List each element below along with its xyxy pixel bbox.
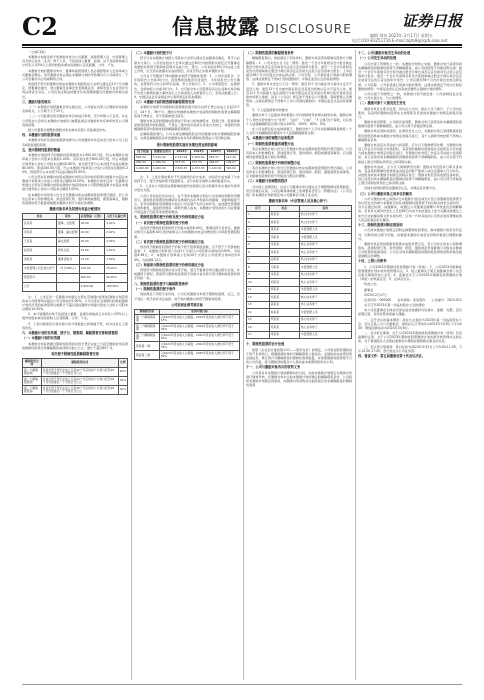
table-row	[247, 301, 352, 309]
table-cell: 以2022年营业收入为基数，2024年营业收入增长率不低于32%	[159, 324, 239, 333]
table-cell: 533.33	[190, 160, 207, 166]
table-cell: 30%	[118, 386, 127, 395]
table-cell: 800.00	[135, 155, 152, 161]
table-cell: 中层管理人员	[299, 234, 351, 242]
table-row	[135, 351, 240, 360]
paragraph: 证券代码：000000 证券简称：某某股份 公告编号：2023-012	[364, 297, 462, 302]
table-row	[247, 331, 352, 339]
table-cell: 杨某某	[269, 219, 299, 227]
article-column-1	[22, 50, 128, 680]
table-cell: 2,453.33	[190, 166, 207, 172]
table-cell: 266.67	[207, 160, 224, 166]
paragraph: 本公司及董事会全体成员保证信息披露的内容真实、准确、完整，没有虚假记载、误导性陈述或重大遗漏。	[358, 308, 462, 317]
table-cell: 合计	[23, 282, 57, 291]
paragraph: 二、会议审议事项：关于公司2023年限制性股票激励计划（草案）及其摘要的议案；关于公司2023年限制性股票激励计划实施考核管理办法的议案；关于提请股东大会授权董事会办理股权激励相关事宜的议案。	[358, 331, 462, 344]
section-heading: 十二、公司/激励对象发生异动的处理	[358, 51, 411, 55]
paragraph: 预留授予部分的激励对象由本激励计划经股东大会审议通过后12个月内确定，经董事会提出、独立董事及监事会发表明确意见、律师发表专业意见并出具法律意见书后，公司在指定网站按要求及时准确披露当次激励对象相关信息。	[22, 82, 128, 99]
paragraph-group	[22, 295, 128, 350]
table-cell: 孙某某	[269, 256, 299, 264]
table-cell: 6,400.00	[152, 166, 174, 172]
paragraph: 特此公告。	[364, 282, 380, 287]
paragraph: 首次授予限制性股票授予价格不低于股票票面金额，且不低于下列价格较高者：1、本激励计划草案公告前1个交易日公司股票交易均价的50%，为每股6.38元；2、本激励计划草案公告前20个交易日公司股票交易均价的50%，为每股6.12元。	[134, 245, 240, 262]
table-cell: 核心技术骨干	[299, 219, 351, 227]
section-heading: （一）首次授予限制性股票的授予价格	[134, 220, 189, 225]
table-cell: 373.33	[173, 160, 190, 166]
paragraph: 3、上表中数值若出现总数与各分项数值之和尾数不符，均为四舍五入原因所致。	[22, 321, 128, 330]
table-cell: 15	[247, 316, 270, 324]
table-cell: 核心技术骨干	[299, 316, 351, 324]
table-cell: 中层管理人员及核心骨干	[23, 264, 57, 273]
paragraph: 按照《企业会计准则第11号——股份支付》的规定，公司将在限售期的每个资产负债表日，根据最新取得的可解除限售人数变动、业绩指标完成情况等后续信息，修正预计可解除限售的限制性股票数量，并按照限制性股票授予日的公允价值，将当期取得的服务计入相关成本或费用和资本公积。	[246, 347, 352, 365]
section-heading: （二）限制性股票授予价格的调整方法	[246, 160, 301, 165]
section-heading: 五、授出限制性股票的数量	[22, 147, 61, 152]
article-column-2	[134, 50, 240, 680]
table-cell: 30%	[118, 377, 127, 386]
paragraph: （上接C1版）	[28, 50, 48, 54]
table-row	[247, 309, 352, 317]
table-cell: 5,120.00	[152, 155, 174, 161]
paragraph: 若在本激励计划公告当日至激励对象完成限制性股票股份登记期间，公司有资本公积转增股本、派送股票红利、股份拆细、配股、缩股或派息等事项，应对限制性股票的授予价格进行相应的调整。	[246, 165, 352, 179]
section-heading: （二）首次授予限制性股票的授予价格的确定方法	[134, 239, 205, 244]
paragraph: 本激励计划的激励对象中，董事和高级管理人员必须经股东大会选举或公司董事会聘任。所有激励对象必须在本激励计划的考核期内与公司或其分、子公司签署劳动合同或聘用合同。	[22, 68, 128, 81]
table-cell: 1,000.00	[135, 166, 152, 172]
allocation-table	[22, 213, 128, 292]
section-heading: 七、限制性股票的授予价格及授予价格的确定方法	[134, 215, 205, 220]
unlock-schedule-table	[22, 358, 128, 395]
table-header-cell: 2024年	[190, 149, 207, 155]
paragraph-group	[134, 175, 240, 301]
table-row	[23, 228, 128, 237]
table-cell: 1,280.00	[152, 160, 174, 166]
table-header-cell: 解除限售安排	[23, 359, 42, 368]
paragraph: （一）本激励计划经董事会审议通过后，公司将在内部公示激励对象的姓名和职务，公示期不少于10天。	[22, 105, 128, 114]
section-heading: 九、本激励计划的调整方法和程序	[246, 136, 294, 141]
table-cell: 预留第二期	[135, 351, 160, 360]
paragraph: 关于召开2023年第一次临时股东大会的通知	[364, 303, 425, 308]
table-cell: 以2022年营业收入为基数，2025年营业收入增长率不低于52%	[159, 351, 239, 360]
table-cell: 董事、副总经理	[56, 228, 79, 237]
section-heading: （二）限制性股票的解除限售条件	[246, 51, 294, 55]
table-cell: 第三个解除限售期	[135, 333, 160, 342]
table-row	[23, 273, 128, 282]
paragraph: 激励对象获授的限制性股票由于资本公积转增股本、股票红利、股票拆细而取得的股份同时限售，不得在二级市场出售或以其他方式转让，该等股份的解除限售期与限制性股票解除限售期相同。	[134, 118, 240, 132]
table-row	[247, 241, 352, 249]
paragraph: 首次授予限制性股票的授予价格为每股6.40元，即满足授予条件后，激励对象可以每股6.40元的价格购买公司向激励对象定向增发的公司A股普通股股票。	[134, 226, 240, 239]
table-cell: 核心业务骨干	[299, 324, 351, 332]
section-heading: 六、本激励计划的有效期、授予日、限售期、解除限售安排和禁售期	[22, 330, 118, 335]
table-caption: 预计限制性股票实施对各期经营业绩的影响	[156, 142, 218, 147]
paragraph: 激励对象个人层面的考核根据公司内部绩效考核相关制度实施。激励对象个人考核评价结果分为“优秀”、“良好”、“合格”、“不合格”四个等级，对应的个人层面解除限售比例分别为100%、100%、80%、0%。	[246, 113, 352, 126]
table-row	[23, 386, 128, 395]
table-cell: 马某某	[269, 264, 299, 272]
paragraph-group	[246, 342, 352, 387]
table-row	[247, 324, 352, 332]
paragraph: 本激励计划有效期自限制性股票首次授予登记完成之日起至激励对象获授的限制性股票全部解除限售或回购注销之日止，最长不超过60个月。	[22, 341, 128, 350]
article-column-3	[246, 50, 352, 680]
table-cell: 6	[247, 249, 270, 257]
paragraph: （二）公司监事会将对激励对象名单进行审核，充分听取公示意见，并在公司股东大会审议本激励计划前5日披露监事会对激励对象名单审核及公示情况的说明。	[22, 114, 128, 127]
section-title: 信息披露	[172, 14, 260, 39]
table-cell: 9	[247, 271, 270, 279]
table-cell: 中层管理人员	[299, 264, 351, 272]
table-cell: 11	[247, 286, 270, 294]
table-row	[23, 264, 128, 273]
table-header-cell: 解除限售时间	[41, 359, 118, 368]
table-row	[247, 294, 352, 302]
section-heading: （三）本激励计划调整的程序	[246, 179, 288, 184]
table-cell: 2.00%	[105, 237, 128, 246]
table-cell: 罗某某	[269, 316, 299, 324]
table-cell: 预留部分	[23, 273, 57, 282]
table-cell: 12	[247, 294, 270, 302]
table-cell: 以2022年营业收入为基数，2024年营业收入增长率不低于32%	[159, 342, 239, 351]
section-heading: （三）公司与激励对象之间争议的解决	[358, 191, 413, 196]
table-header-cell: 占授予总量比例	[106, 213, 126, 218]
table-cell: 预留第一期	[135, 342, 160, 351]
table-cell: 第二个解除限售期	[135, 324, 160, 333]
paragraph: 激励对象因辞职、公司裁员而离职，激励对象已获授但尚未解除限售的限制性股票不得解除限售，由公司以授予价格回购注销。	[358, 120, 462, 129]
paragraph: 注：1、上述任何一名激励对象通过全部在有效期内的股权激励计划获授的本公司股票均未超过公司总股本的1.00%。公司全部在有效期内的股权激励计划所涉及的标的股票总数累计不超过股权激励计划提交股东大会时公司股本总额的10.00%。	[22, 294, 128, 312]
paragraph: 本激励计划涉及的标的股票来源为公司向激励对象定向发行的本公司人民币A股普通股股票。	[22, 138, 128, 147]
table-cell: 高某某	[269, 301, 299, 309]
table-cell: 徐某某	[269, 249, 299, 257]
table-row	[247, 264, 352, 272]
table-header-cell: 需摊销总费用	[152, 149, 174, 155]
table-cell: 15.00	[79, 255, 105, 264]
paragraph: 若在本激励计划公告当日至激励对象完成限制性股票股份登记期间，公司有资本公积转增股本、派送股票红利、股份拆细、配股或缩股等事项，应对限制性股票数量进行相应的调整。	[246, 147, 352, 160]
table-cell: 20.00%	[105, 273, 128, 282]
paragraph: 其他未说明的情况由董事会认定，并确定其处理方式。	[364, 186, 439, 191]
table-row	[247, 211, 352, 219]
table-row	[247, 219, 352, 227]
table-cell: 核心业务骨干	[299, 249, 351, 257]
table-header-cell: 业绩考核目标	[159, 309, 239, 315]
table-cell: 700.00	[79, 264, 105, 273]
table-cell: 陈某某	[269, 211, 299, 219]
table-cell: 林某某	[269, 309, 299, 317]
column-divider	[243, 50, 244, 680]
section-heading: （二）激励对象个人情况发生变化	[358, 101, 406, 106]
paragraph-group	[358, 51, 462, 358]
table-cell: 何某某	[269, 294, 299, 302]
table-cell: 853.33	[207, 155, 224, 161]
table-row	[135, 315, 240, 324]
article-column-4	[358, 50, 462, 680]
performance-target-table	[134, 309, 240, 361]
contact-meta: 电话:010-83251716 E-mail:zqrb9@zqrb.sina.net	[352, 38, 448, 43]
table-header-cell: 获授数量（万股）	[80, 213, 104, 218]
paragraph: 激励对象获授的限制性股票完成股份登记后，若公司发生资本公积转增股本、派送股票红利、股份拆细、配股、缩股或派息等影响公司股本总额或公司股票价格事项的，公司应对尚未解除限售的限制性股票的回购价格及数量做相应的调整。	[358, 241, 462, 259]
section-heading: （一）本激励计划的有效期	[22, 336, 61, 341]
paragraph: 公司按本激励计划规定回购注销限制性股票的，除本激励计划另有约定外，回购价格为授予价格，但根据本激励计划需对回购价格进行调整的除外。	[358, 228, 462, 241]
edition-meta: 编辑 刘亮 2023年 2月17日 星期五	[370, 33, 433, 38]
section-heading: （一）公司发生异动的处理	[358, 56, 397, 61]
table-cell: 赵某某	[23, 246, 57, 255]
table-cell: 第二个解除限售期	[23, 377, 42, 386]
table-cell: 17	[247, 331, 270, 339]
table-cell: 20.00	[79, 228, 105, 237]
table-cell: 自首次授予登记完成之日起36个月后的首个交易日起至48个月内的最后一个交易日当日止	[41, 386, 118, 395]
table-cell: 1.50%	[105, 246, 128, 255]
masthead	[22, 14, 462, 42]
table-cell: 吴某某	[269, 241, 299, 249]
paragraph: 一、召开会议的基本情况：股东大会届次为2023年第一次临时股东大会；会议召集人为公司董事会；现场会议召开时间为2023年3月6日下午14:30；网络投票时间为2023年3月6日。	[358, 317, 462, 330]
table-caption: 激励对象名单及拟授出权益分配情况	[49, 207, 101, 212]
table-cell: 郑某某	[269, 324, 299, 332]
table-header-cell: 姓名	[23, 214, 57, 220]
paragraph: 激励对象发生职务变更，但仍在公司内，或在公司下属分、子公司内任职的，其获授的限制性股票完全按照职务变更前本激励计划规定的程序进行。	[358, 106, 462, 119]
table-cell: 梁某某	[269, 331, 299, 339]
table-cell: 第一个解除限售期	[135, 315, 160, 324]
table-cell: 核心技术骨干	[299, 271, 351, 279]
table-row	[247, 226, 352, 234]
paragraph: 公司与激励对象之间因执行本激励计划及/或双方签订的限制性股票授予协议所发生的或与本激励计划及/或限制性股票授予协议相关的争议或纠纷，双方应通过协商、沟通解决，或通过公司董事会薪酬与考核委员会调解解决。若自争议或纠纷发生之日起60日内双方未能通过上述方式解决或通过上述方式未能解决相关争议或纠纷，任何一方均有权向公司所在地有管辖权的人民法院提起诉讼解决。	[358, 197, 462, 222]
paragraph-group	[22, 50, 128, 205]
paragraph: 三、会议登记等事项：登记时间为2023年3月3日上午9:00-11:30，下午13:30-17:00；登记地点为公司证券部。	[358, 344, 462, 353]
newspaper-logo: 证券日报	[401, 12, 462, 30]
table-row	[247, 286, 352, 294]
table-cell: 3	[247, 226, 270, 234]
paragraph: 在公司业绩目标达成的前提下，激励对象个人当年实际解除限售额度＝个人当年计划解除限售额度×个人层面解除限售比例。	[246, 126, 352, 136]
table-row	[135, 342, 240, 351]
table-cell: 7	[247, 256, 270, 264]
table-cell: 15.00	[79, 246, 105, 255]
table-row	[247, 271, 352, 279]
paragraph: 本激励计划首次授予的激励对象为公司董事、高级管理人员、中层管理人员及核心技术（业务）骨干人员，不包括独立董事、监事，也不包括单独或合计持有公司5%以上股份的股东或实际控制人及其配偶、父母、子女。	[22, 55, 128, 68]
table-row	[23, 255, 128, 264]
participant-list-table	[246, 205, 352, 339]
paragraph: 经公司董事会调整的激励对象名单亦应经公司监事会核实。	[28, 127, 109, 132]
section-heading: 十、限制性股票的会计处理	[246, 342, 285, 347]
table-cell	[56, 282, 79, 291]
table-cell: 核心业务骨干	[299, 301, 351, 309]
table-row	[23, 237, 128, 246]
table-header-cell: 2026年	[225, 149, 240, 155]
table-cell: 周某某	[269, 234, 299, 242]
paragraph: 2、上述对公司经营成果影响的最终结果将以会计师事务所出具的年度审计报告为准。	[134, 184, 240, 193]
table-cell: 2.00%	[105, 228, 128, 237]
section-heading: （二）本激励计划的授予日	[134, 51, 173, 55]
section-heading: 四、本激励计划的股票来源	[22, 133, 61, 138]
section-heading: （一）限制性股票的授予条件	[134, 287, 176, 291]
table-row	[247, 316, 352, 324]
table-cell: 106.67	[225, 160, 240, 166]
paragraph: 激励对象因丧失劳动能力而离职，应分以下两种情况处理：当激励对象因工伤丧失劳动能力而离职时，其获授的限制性股票将完全按照丧失劳动能力前本激励计划规定的程序进行；当激励对象非因工伤丧失劳动能力而离职时，其已获授但尚未解除限售的限制性股票不得解除限售，由公司以授予价格加上银行同期存款利息之和回购注销。	[358, 142, 462, 164]
table-cell: 核心技术骨干	[299, 294, 351, 302]
table-cell: 4	[247, 234, 270, 242]
table-cell: 1,120.00	[207, 166, 224, 172]
table-cell: 朱某某	[269, 271, 299, 279]
cost-amortization-table	[134, 149, 240, 172]
table-cell: 20.00	[79, 237, 105, 246]
table-caption: 公司层面业绩考核目标	[171, 302, 203, 307]
table-cell: 中层管理人员	[299, 226, 351, 234]
section-heading: 十三、限制性股票回购注销原则	[358, 222, 403, 227]
table-cell: 10	[247, 279, 270, 287]
table-row	[247, 279, 352, 287]
table-header-cell: 授予数量	[135, 149, 152, 155]
table-cell: 200.00	[79, 273, 105, 282]
paragraph: 激励对象身故，应分以下两种情况处理：激励对象若因执行职务身故的，其获授的限制性股票将由其指定的财产继承人或法定继承人代为持有，并按照身故前本激励计划规定的程序进行；激励对象若因其他原因身故的，其已获授但尚未解除限售的限制性股票不得解除限售，由公司以授予价格加上银行同期存款利息之和回购注销。	[358, 164, 462, 186]
table-header-cell: 解除限售期	[135, 309, 160, 315]
table-row	[23, 368, 128, 377]
table-header-cell: 姓名	[269, 206, 299, 212]
table-cell: 1	[247, 211, 270, 219]
table-cell: 自首次授予登记完成之日起12个月后的首个交易日起至24个月内的最后一个交易日当日止	[41, 368, 118, 377]
paragraph: 当出现上述情况时，应由公司董事会审议通过关于调整限制性股票数量、授予价格的议案。公司应聘请律师就上述调整是否符合《管理办法》、《公司章程》和本激励计划的规定向公司董事会出具专业意见。	[246, 184, 352, 198]
table-cell: 13	[247, 301, 270, 309]
table-header-cell: 2023年	[173, 149, 190, 155]
table-cell: 1.50%	[105, 255, 128, 264]
table-cell: 2	[247, 219, 270, 227]
paragraph: 公司在下列期间不得向激励对象授予限制性股票：1、公司年度报告、半年度报告公告前30日内，因特殊原因推迟年度报告、半年度报告公告日期的，自原预约公告日前30日起算，至公告前1日；2、公司季度报告、业绩预告、业绩快报公告前10日内；3、自可能对本公司股票及其衍生品种交易价格产生较大影响的重大事件发生之日或者进入决策程序之日，至依法披露之日；4、中国证监会及深圳证券交易所规定的其他期间。	[134, 74, 240, 99]
table-cell: 以2022年营业收入为基数，2023年营业收入增长率不低于15%	[159, 315, 239, 324]
paragraph: 1、公司2023年限制性股票激励计划（草案）；2、公司2023年限制性股票激励计划实施考核管理办法；3、独立董事关于第五届董事会第十次会议相关事项的独立意见；4、监事会关于公司2023年限制性股票激励计划（草案）的核查意见；5、法律意见书。	[358, 264, 462, 282]
table-cell: 董事会秘书	[56, 255, 79, 264]
paragraph: 在本激励计划草案公告当日至激励对象完成限制性股票登记期间，若公司发生资本公积转增股本、派发股票红利、股份拆细或缩股、配股等事宜，限制性股票的授予数量将根据本激励计划予以相应的调整。	[22, 192, 128, 205]
table-cell: 3.00%	[105, 219, 128, 228]
table-cell: 核心技术骨干	[299, 256, 351, 264]
table-cell: 自首次授予登记完成之日起24个月后的首个交易日起至36个月内的最后一个交易日当日止	[41, 377, 118, 386]
table-cell: 财务总监	[56, 246, 79, 255]
table-row	[23, 219, 128, 228]
table-row	[23, 377, 128, 386]
table-row	[135, 324, 240, 333]
section-heading: （三）预留部分限制性股票的授予价格的确定方法	[134, 262, 205, 267]
paragraph: 本激励计划拟授予的限制性股票数量为1,000.00万股，约占本激励计划草案公告时公司股本总额的1.00%。其中首次授予800.00万股，约占本激励计划草案公告时公司股本总额的0.80%，首次授予部分占本次授予权益总额的80.00%；预留200.00万股，约占本激励计划草案公告时公司股本总额的0.20%，预留部分占本次授予权益总额的20.00%。	[22, 153, 128, 174]
paragraph: 公司出现下列情形之一的，本激励计划不做变更：公司控制权发生变更；公司出现合并、分立的情形。	[358, 91, 462, 101]
table-cell: 副总经理	[56, 237, 79, 246]
page-code: C2	[22, 12, 58, 41]
table-cell: 14	[247, 309, 270, 317]
table-cell: 40%	[118, 368, 127, 377]
footer-rule	[22, 684, 462, 685]
table-cell: 8	[247, 264, 270, 272]
table-cell: 刘某某	[23, 255, 57, 264]
paragraph: 3、个人层面绩效考核要求	[252, 108, 288, 113]
table-cell: 中层管理人员	[299, 331, 351, 339]
paragraph-group	[134, 51, 240, 141]
table-caption: 首次授予限制性股票解除限售安排	[51, 352, 99, 357]
table-cell: 70.00%	[105, 264, 128, 273]
section-heading: 十一、公司与激励对象各自的权利义务	[246, 365, 301, 370]
table-cell: 董事、总经理	[56, 219, 79, 228]
table-cell: 5	[247, 241, 270, 249]
paragraph: 本激励计划授予的限制性股票限售期分别为自授予登记完成之日起12个月、24个月、36个月。激励对象根据本激励计划获授的限制性股票在解除限售前不得转让、用于担保或偿还债务。	[134, 105, 240, 118]
table-header-cell: 职务	[299, 206, 351, 212]
header-rule-thin	[22, 47, 462, 48]
paragraph: 董事会	[364, 287, 374, 292]
paragraph: 注：1、上述计算结果并不代表最终的会计成本。实际会计成本除了与实际授予日、授予价格和授予数量相关，还与实际生效和失效的数量有关。	[134, 175, 240, 184]
section-heading: 八、限制性股票的授予与解除限售条件	[134, 281, 189, 286]
table-cell	[56, 273, 79, 282]
paragraph: 同时满足下列授予条件时，公司应向激励对象授予限制性股票，反之，若下列任一授予条件未达成的，则不能向激励对象授予限制性股票。	[134, 292, 240, 301]
column-divider	[131, 50, 132, 680]
table-row	[135, 166, 240, 172]
table-cell: 1,920.00	[190, 155, 207, 161]
table-cell: 张某某	[23, 219, 57, 228]
paragraph: 预留部分限制性股票在每次授予前，须召开董事会审议通过相关议案，并披露授予情况。预留部分限制性股票授予价格与首次授予部分限制性股票的授予价格一致。	[134, 268, 240, 281]
table-cell: 核心业务骨干	[299, 279, 351, 287]
table-row	[247, 256, 352, 264]
section-heading: 四、备查文件：第五届董事会第十次会议决议。	[358, 353, 425, 358]
paragraph: 公司全部在有效期内的股权激励计划所涉及的标的股票总数累计未超过本激励计划草案公告时公司股本总额的10.00%。本激励计划中任何一名激励对象通过全部在有效期内的股权激励计划获授的本公司股票数量累计未超过本激励计划草案公告时公司股本总额的1.00%。	[22, 174, 128, 192]
paragraph: 在解除限售期内，公司为满足解除限售条件的激励对象办理解除限售事宜，未满足解除限售条件的激励对象持有的限制性股票由公司回购注销。	[134, 132, 240, 141]
table-cell: 200.00	[135, 160, 152, 166]
paragraph: 解除限售期内，同时满足下列条件时，激励对象获授的限制性股票方可解除限售：1、公司未发生以下任一情形：最近一个会计年度财务会计报告被注册会计师出具否定意见或者无法表示意见的审计报告；最近一个会计年度财务报告内部控制被注册会计师出具否定意见或无法表示意见的审计报告；上市后最近36个月内出现过未按法律法规、公司章程、公开承诺进行利润分配的情形；法律法规规定不得实行股权激励的；中国证监会认定的其他情形。	[246, 56, 352, 82]
table-cell: 核心技术骨干	[299, 211, 351, 219]
table-cell: 第一个解除限售期	[23, 368, 42, 377]
paragraph: 2、激励对象未发生以下任一情形：最近12个月内被证券交易所认定为不适当人选；最近12个月内被中国证监会及其派出机构认定为不适当人选；最近12个月内因重大违法违规行为被中国证监会及其派出机构行政处罚或者采取市场禁入措施；具有《公司法》规定的不得担任公司董事、高级管理人员情形的；法律法规规定不得参与上市公司股权激励的；中国证监会认定的其他情形。	[246, 82, 352, 108]
paragraph: 2023年2月17日	[364, 292, 388, 297]
table-cell: 胡某某	[269, 279, 299, 287]
section-heading: （一）限制性股票数量的调整方法	[246, 141, 294, 146]
paragraph: 2、本计划激励对象不包括独立董事、监事及单独或合计持有公司5%以上股份的股东或实际控制人及其配偶、父母、子女。	[22, 312, 128, 321]
paragraph: 授予日在本激励计划经公司股东大会审议通过后由董事会确定，授予日必须为交易日。公司需在股东大会审议通过后60日内按照相关规定召开董事会向激励对象授予限制性股票并完成公告、登记。公司未能在60日内完成上述工作的，应当及时披露未完成的原因，并宣告终止实施本激励计划。	[134, 56, 240, 73]
table-header-cell: 比例	[118, 359, 127, 368]
table-cell: （共计186人）	[56, 264, 79, 273]
table-caption: 激励对象名单（中层管理人员及核心骨干）	[268, 199, 330, 204]
table-cell: 黄某某	[269, 226, 299, 234]
paragraph-group	[246, 51, 352, 197]
table-cell: 王某某	[23, 237, 57, 246]
table-row	[23, 282, 128, 291]
table-header-cell: 职务	[56, 214, 79, 220]
paragraph: 公司出现下列情形之一的，本激励计划终止实施，激励对象已获授但尚未解除限售的限制性股票不得解除限售，由公司按照授予价格回购注销：最近一个会计年度财务会计报告被注册会计师出具否定意见或者无法表示意见的审计报告；最近一个会计年度财务报告内部控制被注册会计师出具否定意见或者无法表示意见的审计报告；上市后最近36个月内出现过未按法律法规、公司章程、公开承诺进行利润分配的情形；法律法规规定不得实行股权激励的情形；中国证监会认定的其他需要终止激励计划的情形。	[358, 61, 462, 91]
table-header-cell: 序号	[247, 206, 270, 212]
table-cell: 16	[247, 324, 270, 332]
table-cell: 30.00	[79, 219, 105, 228]
section-subtitle-en: DISCLOSURE	[265, 22, 352, 36]
table-cell: 320.00	[225, 166, 240, 172]
table-cell: 郭某某	[269, 286, 299, 294]
section-heading: 十四、上网公告附件	[358, 259, 387, 264]
column-divider	[355, 50, 356, 680]
table-cell: 核心业务骨干	[299, 241, 351, 249]
table-header-row	[23, 359, 128, 368]
table-cell: 中层管理人员	[299, 309, 351, 317]
paragraph: 公司具有对本激励计划的解释和执行权，并按本激励计划规定对激励对象进行绩效考核，若激励对象未达到本激励计划所确定的解除限售条件，公司将按本激励计划规定的原则，向激励对象回购并注销其相应尚未解除限售的限制性股票。	[246, 370, 352, 388]
table-cell: 第三个解除限售期	[23, 386, 42, 395]
paragraph: 激励对象因退休而离职，在情况发生之日，对激励对象已获授限制性股票可按照退休前本激励计划规定的程序进行，其个人绩效考核结果不再纳入解除限售条件。	[358, 129, 462, 142]
table-cell: 213.33	[225, 155, 240, 161]
section-heading: （三）本激励计划的限售期和解除限售安排	[134, 99, 195, 104]
table-cell: 100.00%	[105, 282, 128, 291]
table-cell: 中层管理人员	[299, 286, 351, 294]
section-heading: 三、激励对象的核实	[22, 99, 51, 104]
table-row	[247, 234, 352, 242]
table-row	[23, 246, 128, 255]
table-cell: 2,133.33	[173, 155, 190, 161]
header-rule	[22, 44, 462, 46]
table-cell: 以2022年营业收入为基数，2025年营业收入增长率不低于52%	[159, 333, 239, 342]
table-header-cell: 2025年	[207, 149, 224, 155]
table-row	[247, 249, 352, 257]
table-cell: 1,000.00	[79, 282, 105, 291]
paragraph: 公司以目前信息初步估计，在不考虑本激励计划对公司业绩的刺激作用情况下，限制性股票费用的摊销对有效期内各年净利润有所影响，但影响程度不大。若考虑限制性股票激励计划对公司发展产生的正向作用，由此激发管理团队的积极性，提高经营效率，降低代理人成本，本激励计划带来的公司业绩提升将远高于因其带来的费用增加。	[134, 193, 240, 215]
table-cell: 2,506.67	[173, 166, 190, 172]
table-row	[135, 333, 240, 342]
table-cell: 李某某	[23, 228, 57, 237]
